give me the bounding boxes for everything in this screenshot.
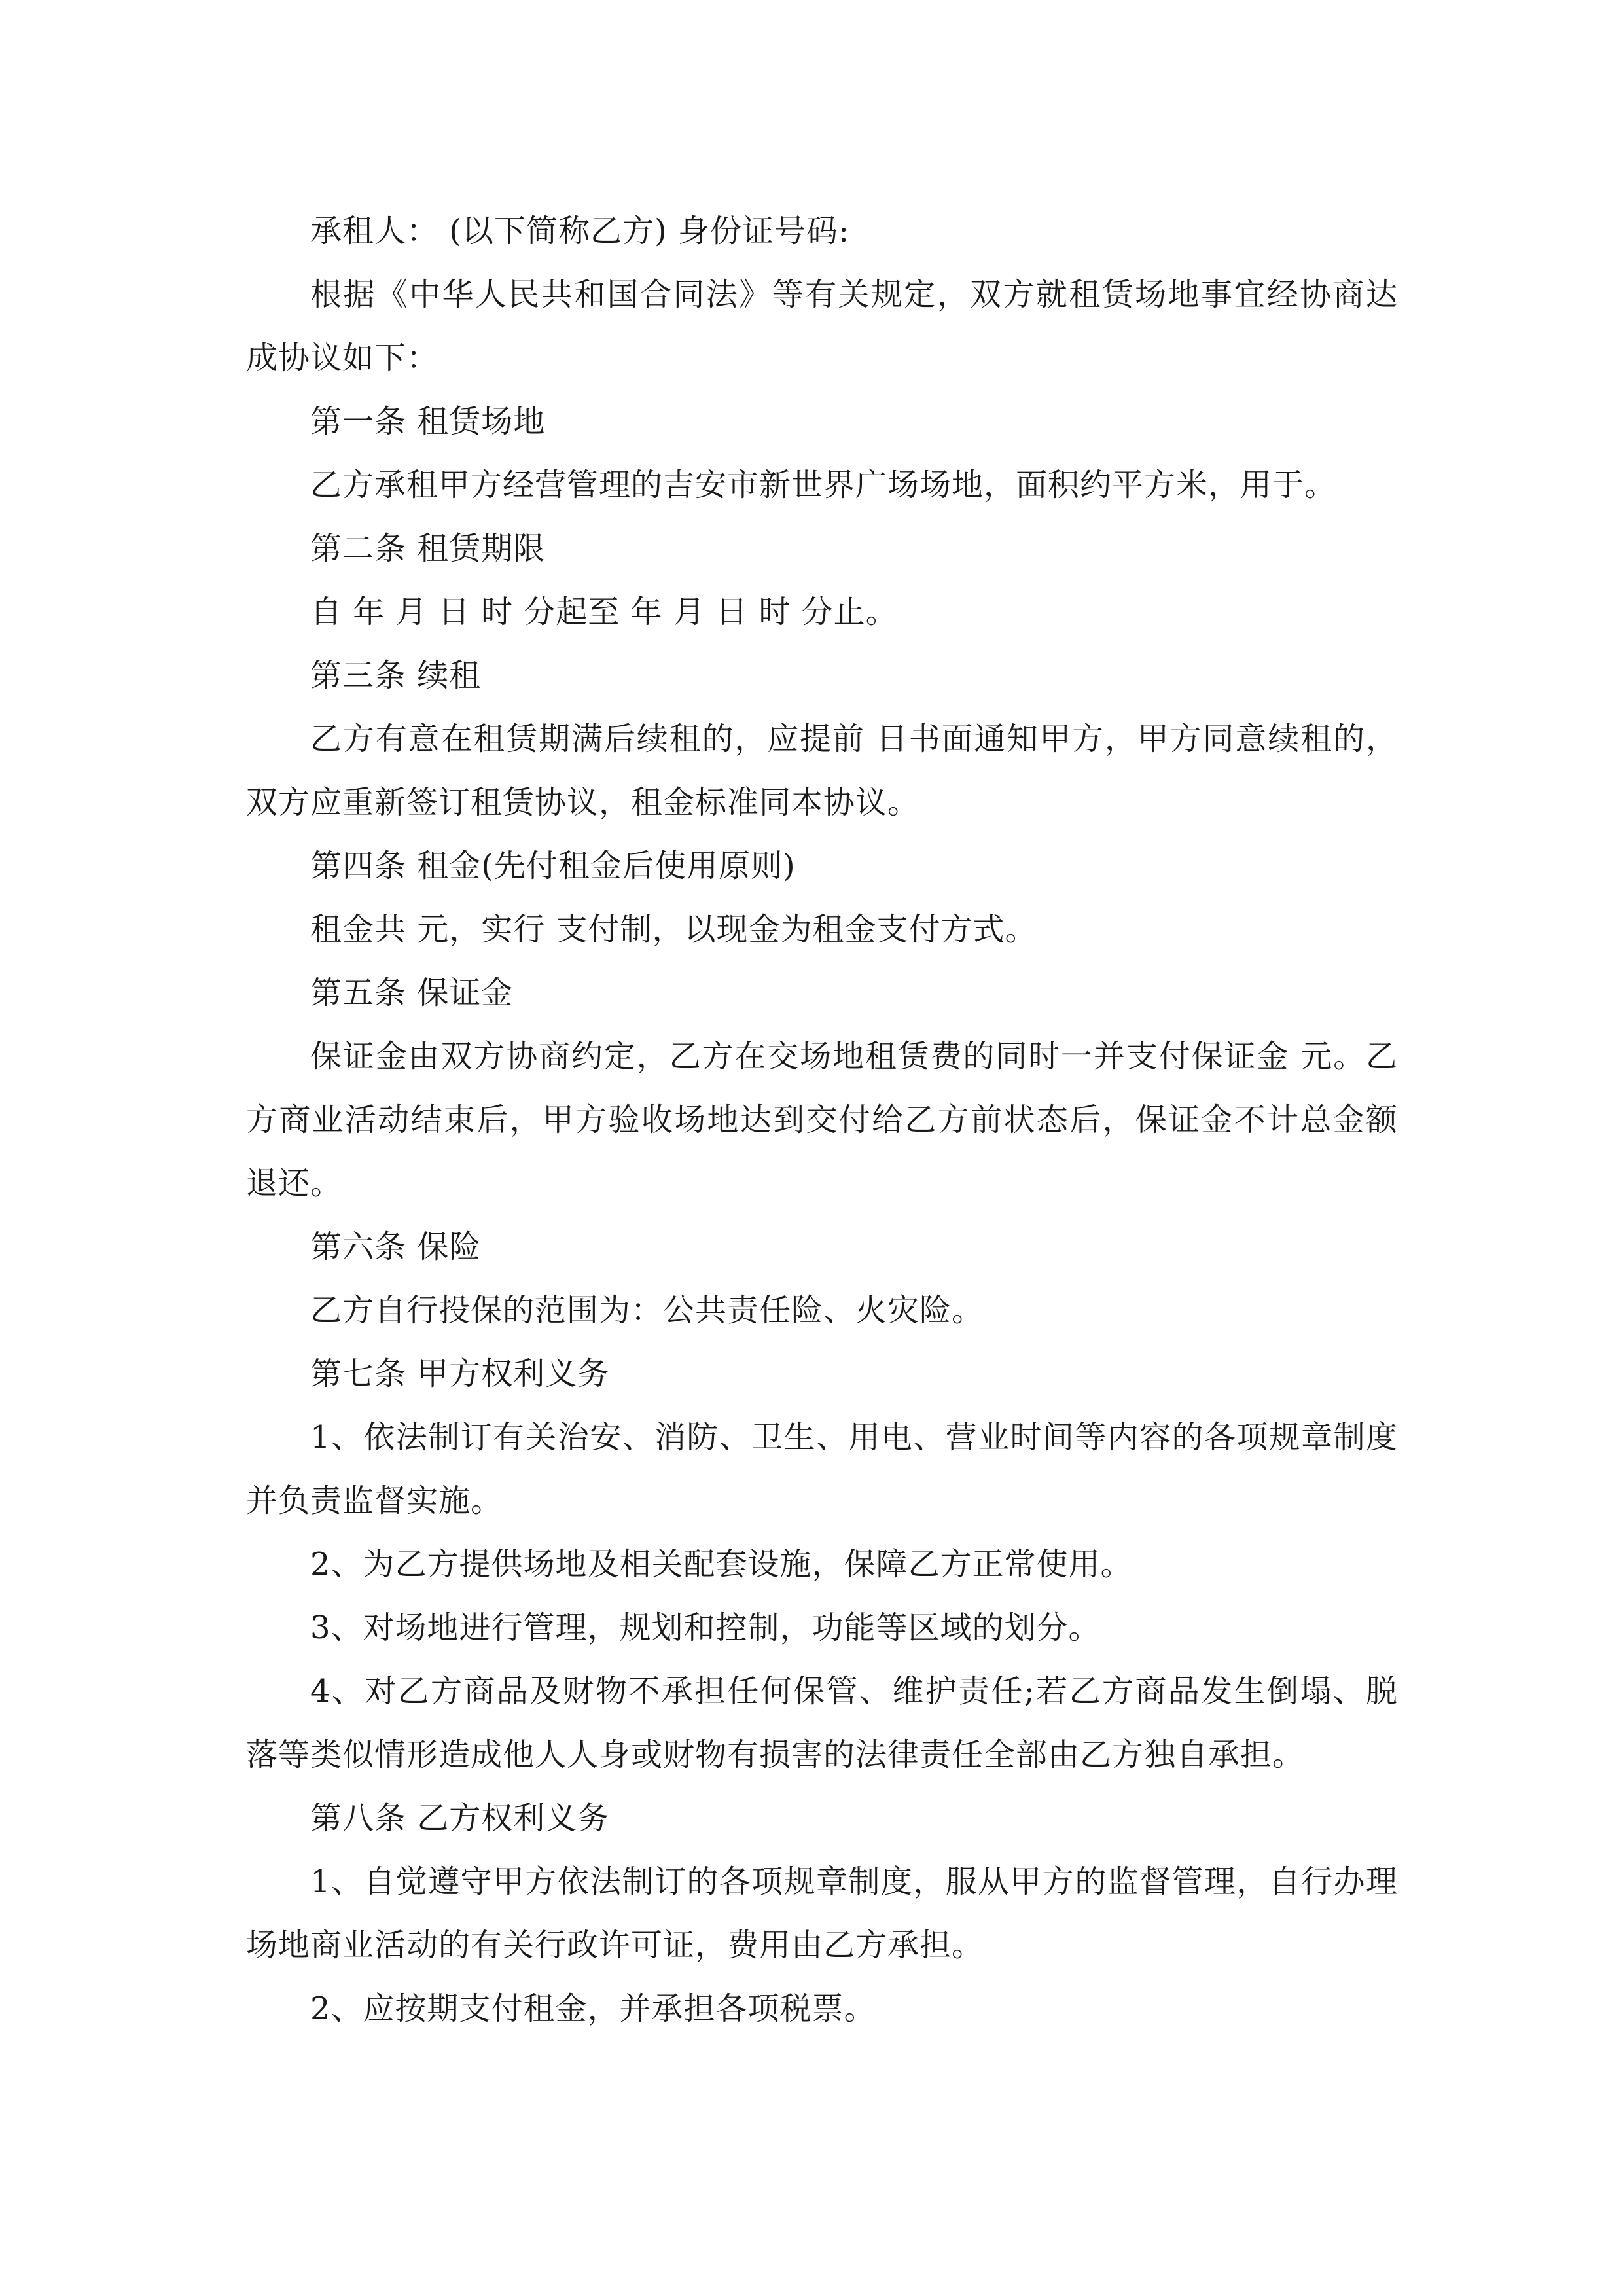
article-7-item-3: 3、对场地进行管理，规划和控制，功能等区域的划分。 bbox=[310, 1609, 1101, 1646]
article-2-body: 自 年 月 日 时 分起至 年 月 日 时 分止。 bbox=[310, 594, 898, 630]
article-7-heading: 第七条 甲方权利义务 bbox=[310, 1355, 610, 1392]
article-5-heading: 第五条 保证金 bbox=[310, 975, 514, 1011]
article-8-item-2: 2、应按期支付租金，并承担各项税票。 bbox=[310, 1990, 876, 2027]
article-3-body: 乙方有意在租赁期满后续租的，应提前 日书面通知甲方，甲方同意续租的，双方应重新签订租赁协议，租金标准同本协议。 bbox=[246, 721, 1398, 821]
article-8-heading: 第八条 乙方权利义务 bbox=[310, 1800, 610, 1837]
paragraph-basis: 根据《中华人民共和国合同法》等有关规定，双方就租赁场地事宜经协商达成协议如下： bbox=[246, 276, 1398, 376]
article-1-body: 乙方承租甲方经营管理的吉安市新世界广场场地，面积约平方米，用于。 bbox=[310, 467, 1337, 503]
article-7-item-2: 2、为乙方提供场地及相关配套设施，保障乙方正常使用。 bbox=[310, 1546, 1133, 1583]
contract-body bbox=[246, 200, 1398, 2041]
article-3-heading: 第三条 续租 bbox=[310, 657, 482, 694]
paragraph-lessee: 承租人： (以下简称乙方) 身份证号码: bbox=[310, 213, 850, 249]
article-4-body: 租金共 元，实行 支付制，以现金为租金支付方式。 bbox=[310, 911, 1037, 948]
article-8-item-1: 1、自觉遵守甲方依法制订的各项规章制度，服从甲方的监督管理，自行办理场地商业活动的有关行政许可证，费用由乙方承担。 bbox=[246, 1863, 1398, 1964]
article-5-body: 保证金由双方协商约定，乙方在交场地租赁费的同时一并支付保证金 元。乙方商业活动结束后，甲方验收场地达到交付给乙方前状态后，保证金不计总金额退还。 bbox=[246, 1038, 1398, 1202]
article-6-body: 乙方自行投保的范围为：公共责任险、火灾险。 bbox=[310, 1292, 984, 1329]
article-2-heading: 第二条 租赁期限 bbox=[310, 530, 546, 567]
article-7-item-4: 4、对乙方商品及财物不承担任何保管、维护责任;若乙方商品发生倒塌、脱落等类似情形造成他人人身或财物有损害的法律责任全部由乙方独自承担。 bbox=[246, 1673, 1398, 1773]
article-7-item-1: 1、依法制订有关治安、消防、卫生、用电、营业时间等内容的各项规章制度并负责监督实施。 bbox=[246, 1419, 1398, 1519]
article-1-heading: 第一条 租赁场地 bbox=[310, 403, 546, 440]
article-4-heading: 第四条 租金(先付租金后使用原则) bbox=[310, 848, 796, 884]
article-6-heading: 第六条 保险 bbox=[310, 1229, 482, 1265]
